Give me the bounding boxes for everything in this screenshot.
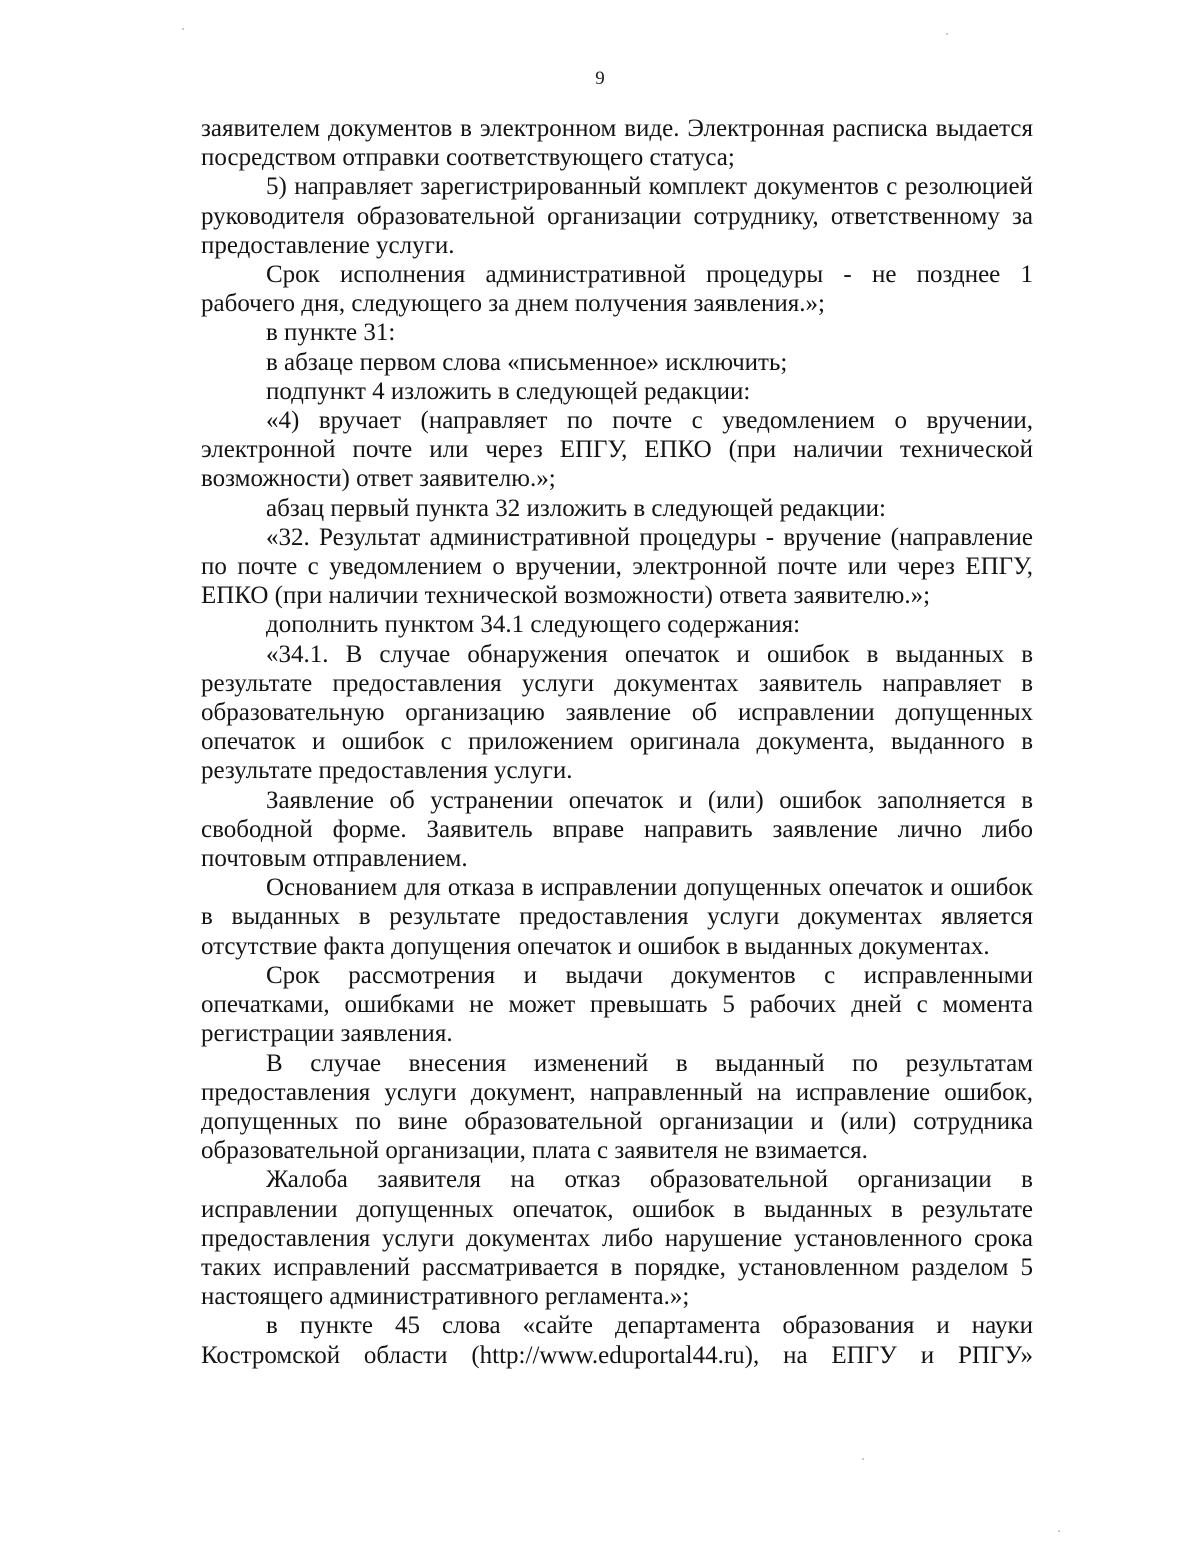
- paragraph-5: в абзаце первом слова «письменное» исключить;: [266, 348, 788, 376]
- page-number: 9: [595, 68, 605, 89]
- paragraph-16: Жалоба заявителя на отказ образовательной организации в исправлении допущенных опечаток, ошибок в выданных в результате предоставления услуги документах либо нарушение установленного срока таких исправлений рассматривается в порядке, установленном разделом 5 настоящего административного регламента.»;: [201, 1166, 1033, 1311]
- paragraph-13: Основанием для отказа в исправлении допущенных опечаток и ошибок в выданных в результате предоставления услуги документах является отсутствие факта допущения опечаток и ошибок в выданных документах.: [201, 874, 1033, 960]
- paragraph-15: В случае внесения изменений в выданный по результатам предоставления услуги документ, направленный на исправление ошибок, допущенных по вине образовательной организации и (или) сотрудника образовательной организации, плата с заявителя не взимается.: [201, 1049, 1033, 1165]
- scan-speck: [946, 33, 948, 35]
- paragraph-7: «4) вручает (направляет по почте с уведомлением о вручении, электронной почте или через ЕПГУ, ЕПКО (при наличии технической возможности) ответ заявителю.»;: [201, 407, 1033, 493]
- paragraph-11: «34.1. В случае обнаружения опечаток и ошибок в выданных в результате предоставления услуги документах заявитель направляет в образовательную организацию заявление об исправлении допущенных опечаток и ошибок с приложением оригинала документа, выданного в результате предоставления услуги.: [201, 640, 1033, 785]
- paragraph-2: 5) направляет зарегистрированный комплект документов с резолюцией руководителя образовательной организации сотруднику, ответственному за предоставление услуги.: [201, 173, 1033, 259]
- paragraph-8: абзац первый пункта 32 изложить в следующей редакции:: [266, 494, 886, 522]
- paragraph-17: в пункте 45 слова «сайте департамента образования и науки Костромской области (http://www.eduportal44.ru), на ЕПГУ и РПГУ»: [201, 1312, 1033, 1369]
- paragraph-14: Срок рассмотрения и выдачи документов с исправленными опечатками, ошибками не может превышать 5 рабочих дней с момента регистрации заявления.: [201, 961, 1033, 1048]
- paragraph-12: Заявление об устранении опечаток и (или) ошибок заполняется в свободной форме. Заявитель вправе направить заявление лично либо почтовым отправлением.: [201, 786, 1033, 873]
- document-body: [201, 114, 1033, 1370]
- paragraph-4: в пункте 31:: [266, 319, 396, 347]
- scan-speck: [862, 1458, 864, 1460]
- paragraph-10: дополнить пунктом 34.1 следующего содержания:: [266, 611, 801, 639]
- paragraph-1: заявителем документов в электронном виде. Электронная расписка выдается посредством отправки соответствующего статуса;: [201, 115, 1033, 172]
- paragraph-9: «32. Результат административной процедуры - вручение (направление по почте с уведомлением о вручении, электронной почте или через ЕПГУ, ЕПКО (при наличии технической возможности) ответа заявителю.»;: [201, 523, 1033, 610]
- scan-speck: [182, 28, 184, 30]
- paragraph-6: подпункт 4 изложить в следующей редакции:: [266, 377, 751, 405]
- paragraph-3: Срок исполнения административной процедуры - не позднее 1 рабочего дня, следующего за днем получения заявления.»;: [201, 261, 1033, 318]
- scan-speck: [1058, 1530, 1060, 1532]
